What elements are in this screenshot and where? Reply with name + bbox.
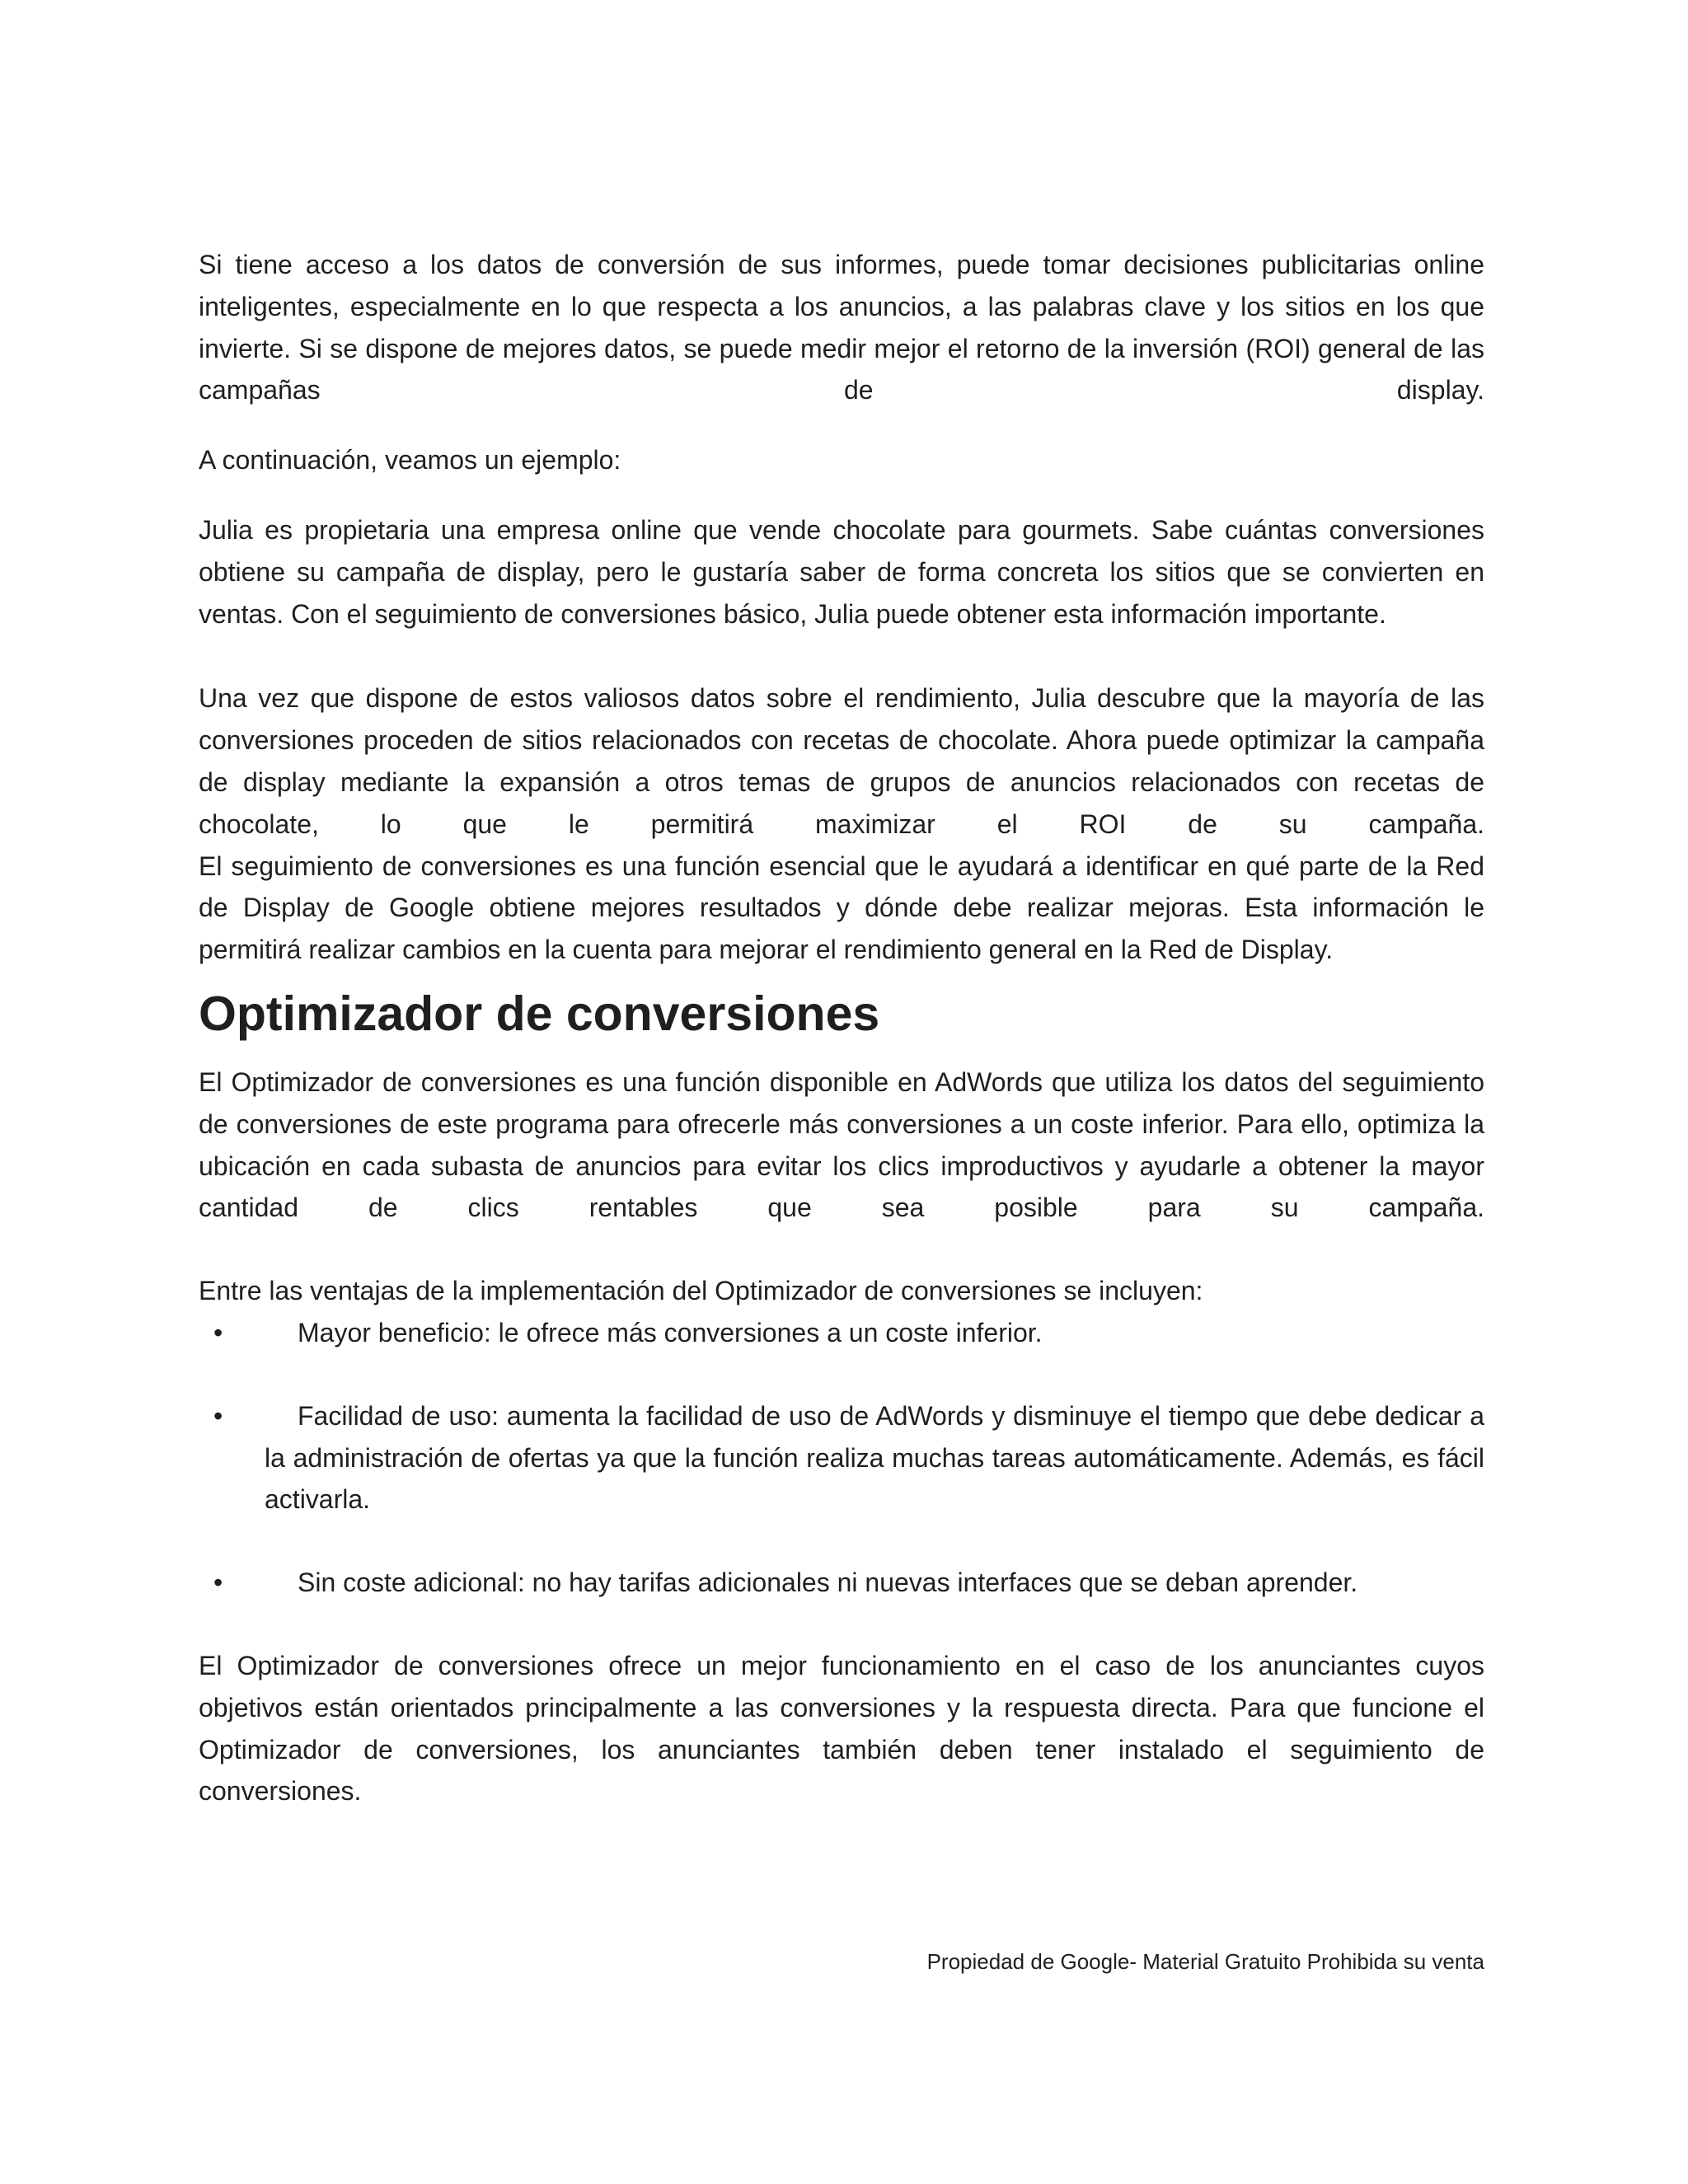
list-item — [199, 1562, 1484, 1604]
paragraph-spacer — [199, 411, 1484, 439]
paragraph-spacer — [199, 1229, 1484, 1270]
paragraph-conversion-data: Si tiene acceso a los datos de conversión de sus informes, puede tomar decisiones publicitarias online inteligentes, especialmente en lo que respecta a los anuncios, a las palabras clave y los sitios en los que invierte. Si se dispone de mejores datos, se puede medir mejor el retorno de la inversión (ROI) general de las campañas de display. — [199, 250, 1484, 405]
paragraph-spacer — [199, 635, 1484, 677]
bullet-icon: • — [213, 1317, 223, 1347]
list-item — [199, 1395, 1484, 1521]
paragraph-spacer — [199, 481, 1484, 509]
page-footer: Propiedad de Google- Material Gratuito Prohibida su venta — [926, 1949, 1484, 1974]
bullet-icon: • — [213, 1400, 223, 1431]
paragraph-tracking-function: El seguimiento de conversiones es una función esencial que le ayudará a identificar en qué parte de la Red de Display de Google obtiene mejores resultados y dónde debe realizar mejoras. Esta información le permitirá realizar cambios en la cuenta para mejorar el rendimiento general en la Red de Display. — [199, 851, 1484, 965]
paragraph-spacer — [199, 1604, 1484, 1645]
benefit-text: Facilidad de uso: aumenta la facilidad de uso de AdWords y disminuye el tiempo que debe dedicar a la administración de ofertas ya que la función realiza muchas tareas automáticamente. Además, es fácil activarla. — [265, 1400, 1484, 1515]
paragraph-julia-results: Una vez que dispone de estos valiosos datos sobre el rendimiento, Julia descubre que la mayoría de las conversiones proceden de sitios relacionados con recetas de chocolate. Ahora puede optimizar la campaña de display mediante la expansión a otros temas de grupos de anuncios relacionados con recetas de chocolate, lo que le permitirá maximizar el ROI de su campaña. — [199, 683, 1484, 839]
benefit-text: Sin coste adicional: no hay tarifas adicionales ni nuevas interfaces que se deban aprender. — [298, 1568, 1358, 1598]
benefits-list — [199, 1312, 1484, 1604]
paragraph-julia-example: Julia es propietaria una empresa online que vende chocolate para gourmets. Sabe cuántas conversiones obtiene su campaña de display, pero le gustaría saber de forma concreta los sitios que se convierten en ventas. Con el seguimiento de conversiones básico, Julia puede obtener esta información importante. — [199, 514, 1484, 629]
section-heading: Optimizador de conversiones — [199, 986, 880, 1041]
paragraph-benefits-intro: Entre las ventajas de la implementación del Optimizador de conversiones se incluyen: — [199, 1276, 1203, 1306]
paragraph-optimizer-description: El Optimizador de conversiones es una función disponible en AdWords que utiliza los datos del seguimiento de conversiones de este programa para ofrecerle más conversiones a un coste inferior. Para ello, optimiza la ubicación en cada subasta de anuncios para evitar los clics improductivos y ayudarle a obtener la mayor cantidad de clics rentables que sea posible para su campaña. — [199, 1066, 1484, 1223]
bullet-icon: • — [213, 1568, 223, 1598]
list-item — [199, 1312, 1484, 1354]
paragraph-example-intro: A continuación, veamos un ejemplo: — [199, 445, 621, 476]
paragraph-optimizer-requirements: El Optimizador de conversiones ofrece un mejor funcionamiento en el caso de los anunciantes cuyos objetivos están orientados principalmente a las conversiones y la respuesta directa. Para que funcione el Optimizador de conversiones, los anunciantes también deben tener instalado el seguimiento de conversiones. — [199, 1650, 1484, 1807]
benefit-text: Mayor beneficio: le ofrece más conversiones a un coste inferior. — [298, 1317, 1043, 1347]
document-body — [199, 244, 1484, 1812]
